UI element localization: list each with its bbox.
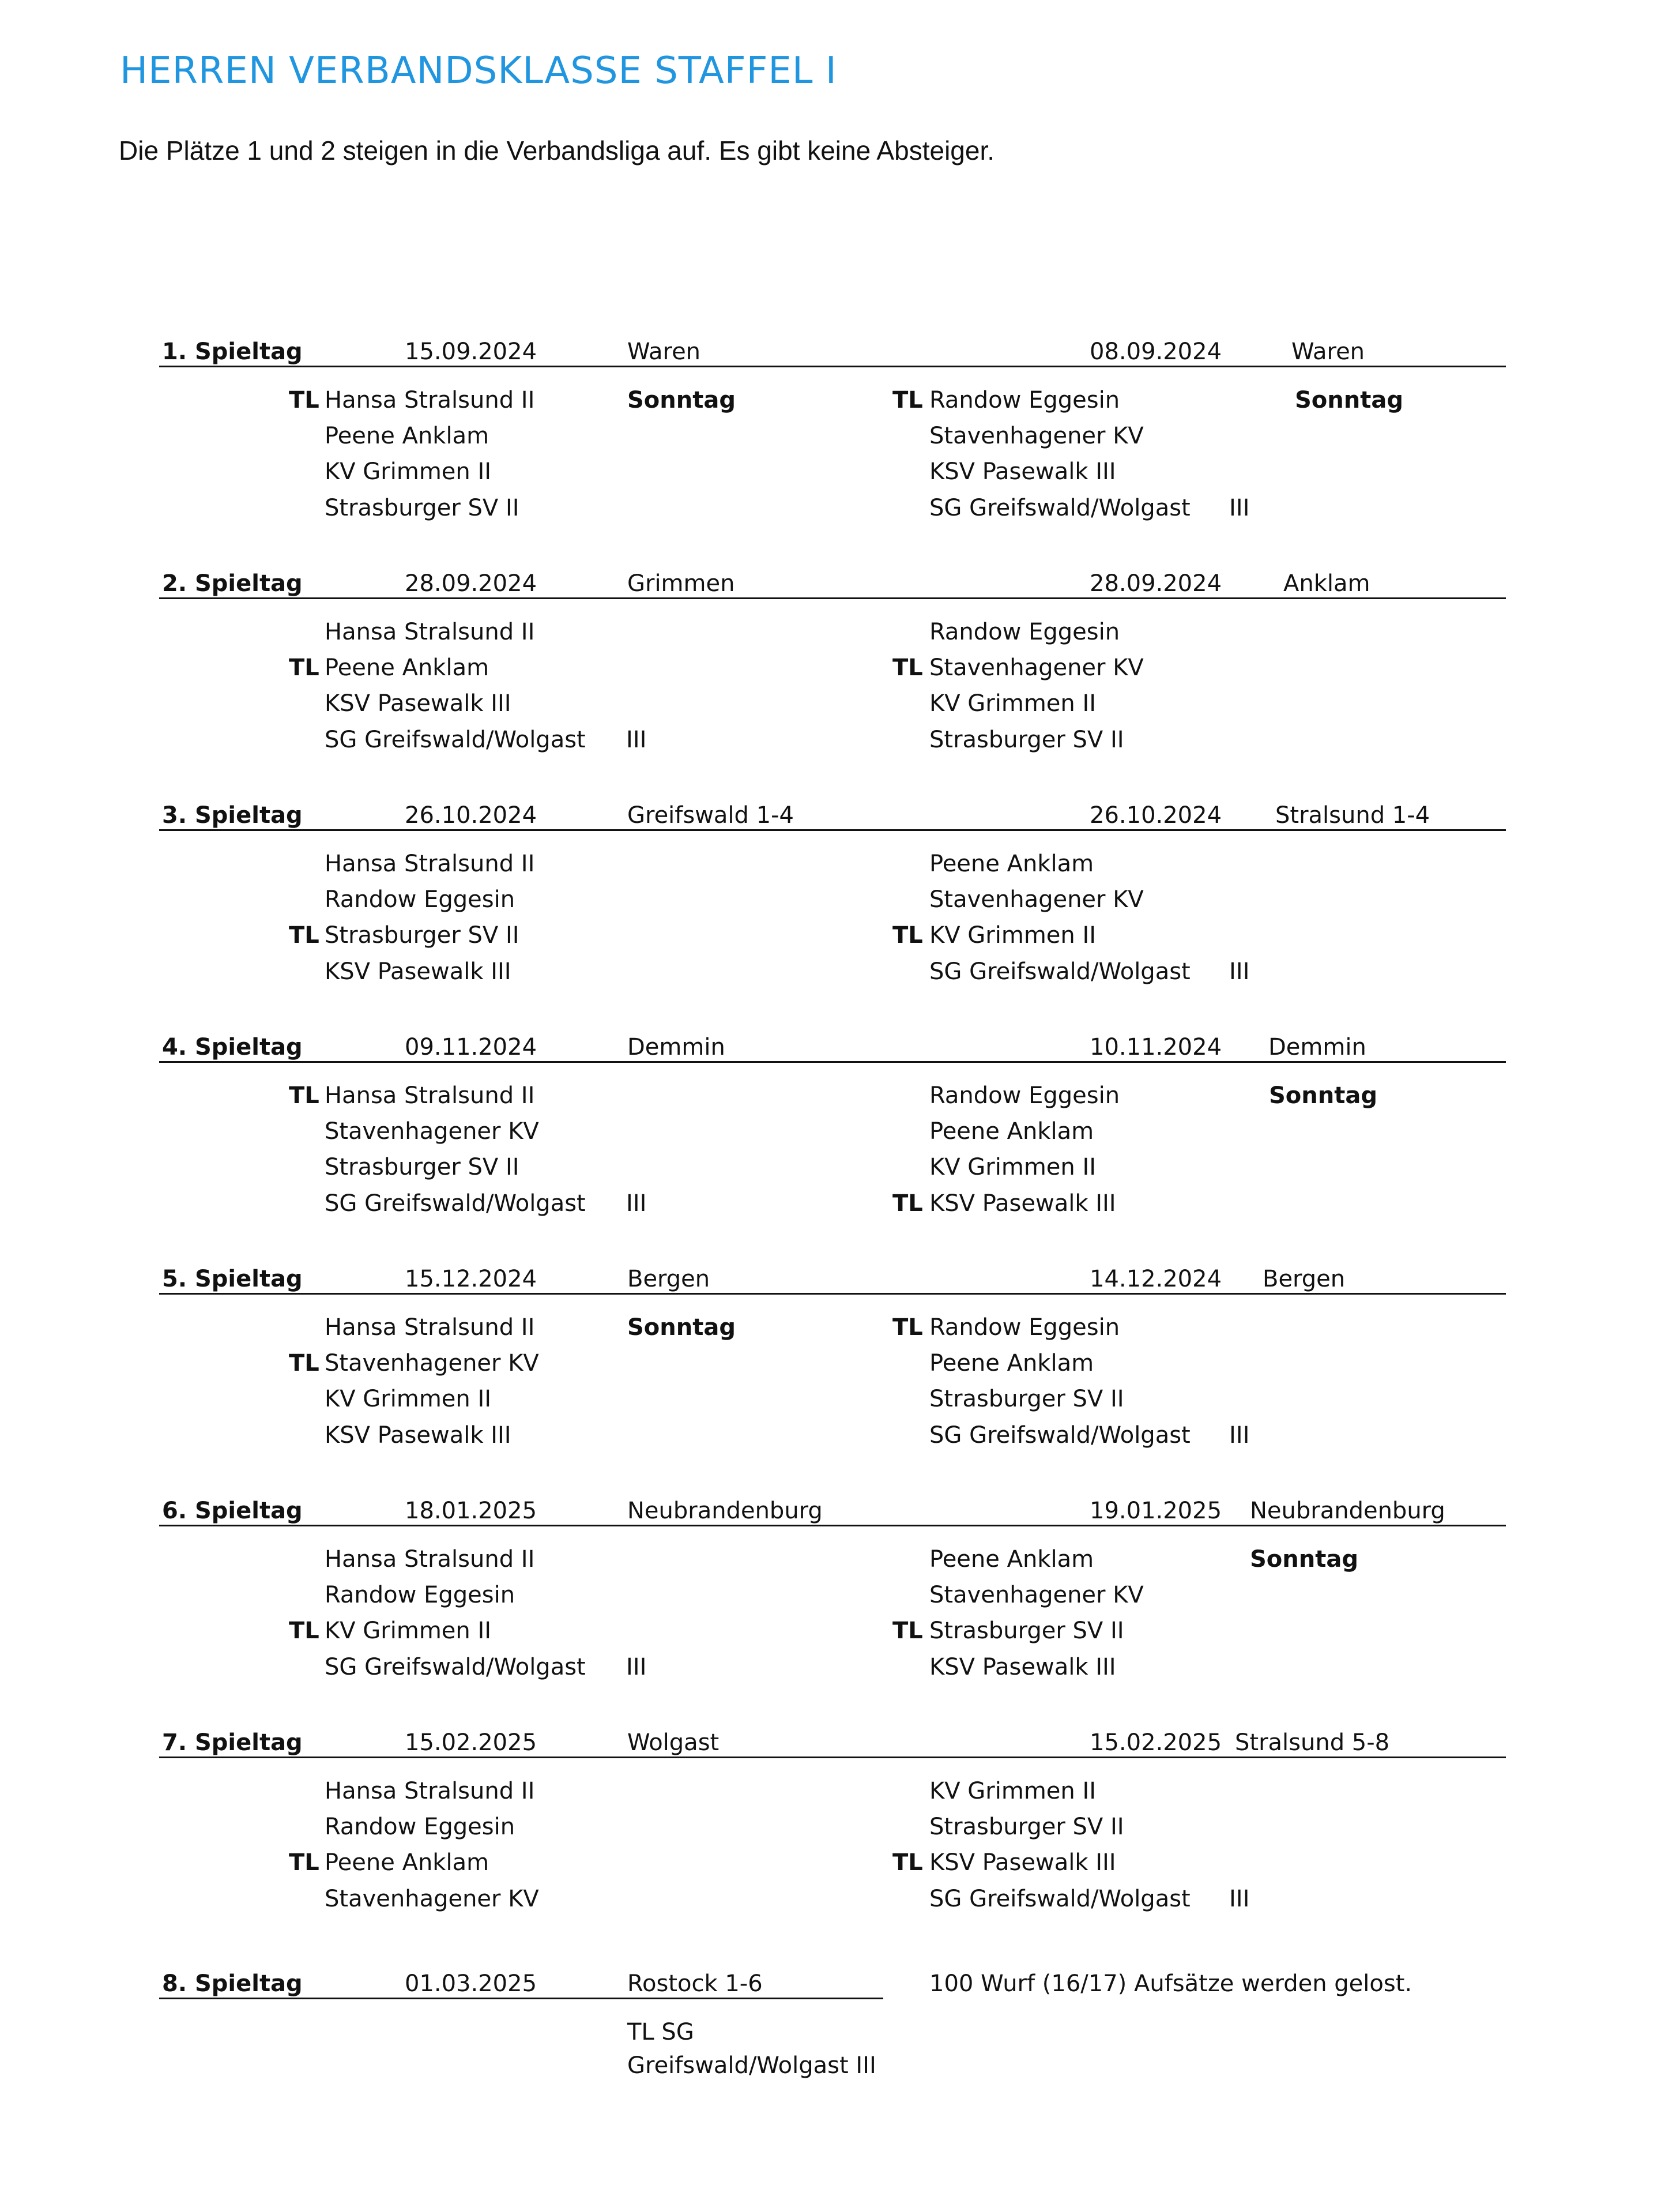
right-date: 28.09.2024 [1090, 570, 1222, 597]
tl-marker: TL [289, 1350, 319, 1376]
team-name: Stavenhagener KV [929, 1582, 1144, 1608]
spieltag-label: 8. Spieltag [162, 1970, 303, 1997]
team-name: Hansa Stralsund II [325, 387, 535, 413]
spieltag-label: 4. Spieltag [162, 1034, 303, 1060]
spieltag-label: 1. Spieltag [162, 339, 303, 365]
spieltag-7 [0, 1731, 1680, 1963]
spieltag-note: 100 Wurf (16/17) Aufsätze werden gelost. [929, 1970, 1412, 1997]
right-day: Sonntag [1269, 1082, 1377, 1109]
spieltag-label: 6. Spieltag [162, 1498, 303, 1524]
tl-line-2: Greifswald/Wolgast III [627, 2052, 876, 2079]
right-location: Stralsund 1-4 [1275, 802, 1430, 829]
right-date: 26.10.2024 [1090, 802, 1222, 829]
left-location: Greifswald 1-4 [627, 802, 794, 829]
team-name: Peene Anklam [929, 851, 1094, 877]
tl-marker: TL [892, 387, 923, 413]
right-date: 14.12.2024 [1090, 1266, 1222, 1292]
right-location: Waren [1291, 339, 1365, 365]
tl-marker: TL [289, 387, 319, 413]
team-name: KSV Pasewalk III [325, 690, 511, 717]
left-date: 15.12.2024 [405, 1266, 537, 1292]
team-name: Hansa Stralsund II [325, 851, 535, 877]
spieltag-8 [0, 1972, 1680, 2204]
divider-line [159, 597, 1506, 599]
team-name: KV Grimmen II [325, 1386, 492, 1412]
left-location: Neubrandenburg [627, 1498, 823, 1524]
tl-marker: TL [289, 655, 319, 681]
tl-marker: TL [892, 1190, 923, 1217]
spieltag-2 [0, 572, 1680, 804]
tl-marker: TL [892, 1849, 923, 1876]
team-name: Peene Anklam [929, 1118, 1094, 1145]
team-name: Peene Anklam [929, 1350, 1094, 1376]
spieltag-label: 5. Spieltag [162, 1266, 303, 1292]
team-name: KSV Pasewalk III [325, 1422, 511, 1449]
spieltag-label: 3. Spieltag [162, 802, 303, 829]
team-name: KSV Pasewalk III [325, 958, 511, 985]
right-date: 19.01.2025 [1090, 1498, 1222, 1524]
left-location: Demmin [627, 1034, 725, 1060]
left-day: Sonntag [627, 387, 736, 413]
left-date: 18.01.2025 [405, 1498, 537, 1524]
left-date: 15.09.2024 [405, 339, 537, 365]
team-name: Stavenhagener KV [325, 1350, 539, 1376]
team-name: Peene Anklam [325, 655, 489, 681]
right-date: 10.11.2024 [1090, 1034, 1222, 1060]
team-name: Randow Eggesin [929, 1082, 1120, 1109]
tl-marker: TL [892, 1314, 923, 1341]
team-name: SG Greifswald/Wolgast [929, 1422, 1191, 1449]
team-suffix: III [626, 727, 647, 753]
tl-marker: TL [289, 1082, 319, 1109]
team-name: KV Grimmen II [325, 1618, 492, 1644]
right-location: Bergen [1263, 1266, 1346, 1292]
spieltag-label: 2. Spieltag [162, 570, 303, 597]
right-date: 08.09.2024 [1090, 339, 1222, 365]
team-name: Strasburger SV II [929, 1618, 1124, 1644]
right-day: Sonntag [1250, 1546, 1358, 1573]
team-suffix: III [1229, 1886, 1250, 1912]
left-location: Bergen [627, 1266, 710, 1292]
team-name: KV Grimmen II [929, 1778, 1097, 1804]
left-date: 26.10.2024 [405, 802, 537, 829]
team-name: KV Grimmen II [929, 690, 1097, 717]
team-name: Randow Eggesin [325, 886, 515, 913]
divider-line [159, 1998, 883, 1999]
team-name: KSV Pasewalk III [929, 1849, 1116, 1876]
team-name: KSV Pasewalk III [929, 1190, 1116, 1217]
left-date: 09.11.2024 [405, 1034, 537, 1060]
team-name: KSV Pasewalk III [929, 458, 1116, 485]
team-name: Peene Anklam [325, 423, 489, 449]
team-name: Stavenhagener KV [325, 1886, 539, 1912]
team-name: SG Greifswald/Wolgast [325, 1654, 586, 1680]
team-name: Randow Eggesin [929, 1314, 1120, 1341]
spieltag-4 [0, 1036, 1680, 1268]
right-location: Stralsund 5-8 [1235, 1729, 1390, 1756]
team-name: Hansa Stralsund II [325, 1082, 535, 1109]
team-name: Stavenhagener KV [929, 655, 1144, 681]
tl-marker: TL [892, 922, 923, 949]
team-name: SG Greifswald/Wolgast [325, 1190, 586, 1217]
spieltag-date: 01.03.2025 [405, 1970, 537, 1997]
team-name: Randow Eggesin [325, 1582, 515, 1608]
team-name: SG Greifswald/Wolgast [929, 495, 1191, 521]
right-location: Anklam [1283, 570, 1370, 597]
team-name: Peene Anklam [325, 1849, 489, 1876]
team-name: Stavenhagener KV [929, 886, 1144, 913]
tl-marker: TL [892, 1618, 923, 1644]
team-name: SG Greifswald/Wolgast [929, 1886, 1191, 1912]
spieltag-location: Rostock 1-6 [627, 1970, 763, 1997]
divider-line [159, 1525, 1506, 1526]
team-suffix: III [1229, 495, 1250, 521]
spieltag-label: 7. Spieltag [162, 1729, 303, 1756]
team-suffix: III [626, 1654, 647, 1680]
team-name: KSV Pasewalk III [929, 1654, 1116, 1680]
divider-line [159, 366, 1506, 367]
team-name: Strasburger SV II [325, 495, 519, 521]
team-name: SG Greifswald/Wolgast [929, 958, 1191, 985]
team-suffix: III [1229, 958, 1250, 985]
intro-text: Die Plätze 1 und 2 steigen in die Verbandsliga auf. Es gibt keine Absteiger. [119, 136, 995, 166]
divider-line [159, 829, 1506, 831]
right-location: Neubrandenburg [1250, 1498, 1445, 1524]
tl-marker: TL [289, 1849, 319, 1876]
tl-marker: TL [289, 1618, 319, 1644]
team-name: Strasburger SV II [929, 1814, 1124, 1840]
team-name: Hansa Stralsund II [325, 1778, 535, 1804]
left-date: 28.09.2024 [405, 570, 537, 597]
divider-line [159, 1757, 1506, 1758]
left-date: 15.02.2025 [405, 1729, 537, 1756]
team-name: Strasburger SV II [929, 727, 1124, 753]
team-name: Peene Anklam [929, 1546, 1094, 1573]
divider-line [159, 1061, 1506, 1063]
team-name: KV Grimmen II [929, 1154, 1097, 1180]
team-name: SG Greifswald/Wolgast [325, 727, 586, 753]
right-location: Demmin [1268, 1034, 1366, 1060]
spieltag-5 [0, 1268, 1680, 1499]
left-location: Wolgast [627, 1729, 720, 1756]
team-name: Strasburger SV II [325, 922, 519, 949]
team-name: Stavenhagener KV [325, 1118, 539, 1145]
right-date: 15.02.2025 [1090, 1729, 1222, 1756]
team-suffix: III [626, 1190, 647, 1217]
divider-line [159, 1293, 1506, 1295]
team-name: Strasburger SV II [929, 1386, 1124, 1412]
right-day: Sonntag [1295, 387, 1403, 413]
team-name: Randow Eggesin [325, 1814, 515, 1840]
team-name: Strasburger SV II [325, 1154, 519, 1180]
team-name: Randow Eggesin [929, 619, 1120, 645]
left-location: Grimmen [627, 570, 735, 597]
left-location: Waren [627, 339, 701, 365]
spieltag-1 [0, 340, 1680, 572]
team-name: Randow Eggesin [929, 387, 1120, 413]
left-day: Sonntag [627, 1314, 736, 1341]
team-name: Stavenhagener KV [929, 423, 1144, 449]
team-name: Hansa Stralsund II [325, 1546, 535, 1573]
team-name: Hansa Stralsund II [325, 1314, 535, 1341]
team-name: Hansa Stralsund II [325, 619, 535, 645]
tl-marker: TL [892, 655, 923, 681]
page-title: HERREN VERBANDSKLASSE STAFFEL I [120, 50, 837, 92]
team-name: KV Grimmen II [325, 458, 492, 485]
team-name: KV Grimmen II [929, 922, 1097, 949]
tl-line-1: TL SG [627, 2019, 694, 2045]
spieltag-3 [0, 804, 1680, 1036]
spieltag-6 [0, 1499, 1680, 1731]
tl-marker: TL [289, 922, 319, 949]
team-suffix: III [1229, 1422, 1250, 1449]
